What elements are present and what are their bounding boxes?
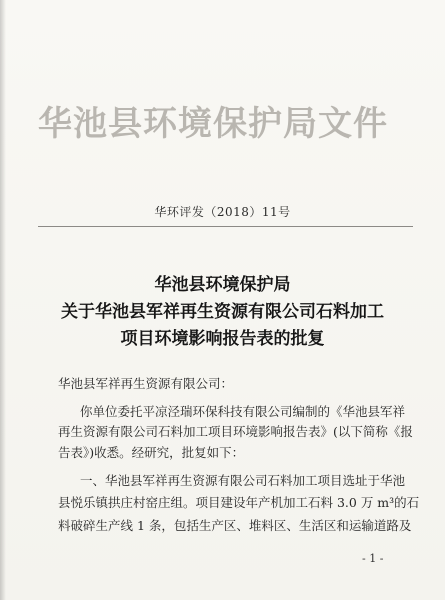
page-number: - 1 -	[362, 552, 384, 565]
header-divider	[38, 226, 413, 227]
body-line-3: 告表》)收悉。经研究，批复如下：	[58, 445, 245, 460]
addressee: 华池县军祥再生资源有限公司：	[58, 376, 234, 391]
document-number: 华环评发（2018）11号	[154, 205, 291, 219]
title-line-3: 项目环境影响报告表的批复	[120, 329, 325, 349]
title-line-2: 关于华池县军祥再生资源有限公司石料加工	[61, 302, 384, 322]
body-line-6: 料破碎生产线 1 条，包括生产区、堆料区、生活区和运输道路及	[58, 518, 412, 533]
title-line-1: 华池县环境保护局	[154, 275, 291, 295]
body-line-4: 一、华池县军祥再生资源有限公司石料加工项目选址于华池	[80, 473, 406, 488]
body-line-2: 再生资源有限公司石料加工项目环境影响报告表》(以下简称《报	[58, 424, 413, 439]
body-line-5: 县悦乐镇拱庄村窑庄组。项目建设年产机加工石料 3.0 万 m³的石	[58, 495, 420, 510]
letterhead-title: 华池县环境保护局文件	[38, 104, 388, 144]
body-line-1: 你单位委托平凉泾瑞环保科技有限公司编制的《华池县军祥	[80, 404, 406, 419]
